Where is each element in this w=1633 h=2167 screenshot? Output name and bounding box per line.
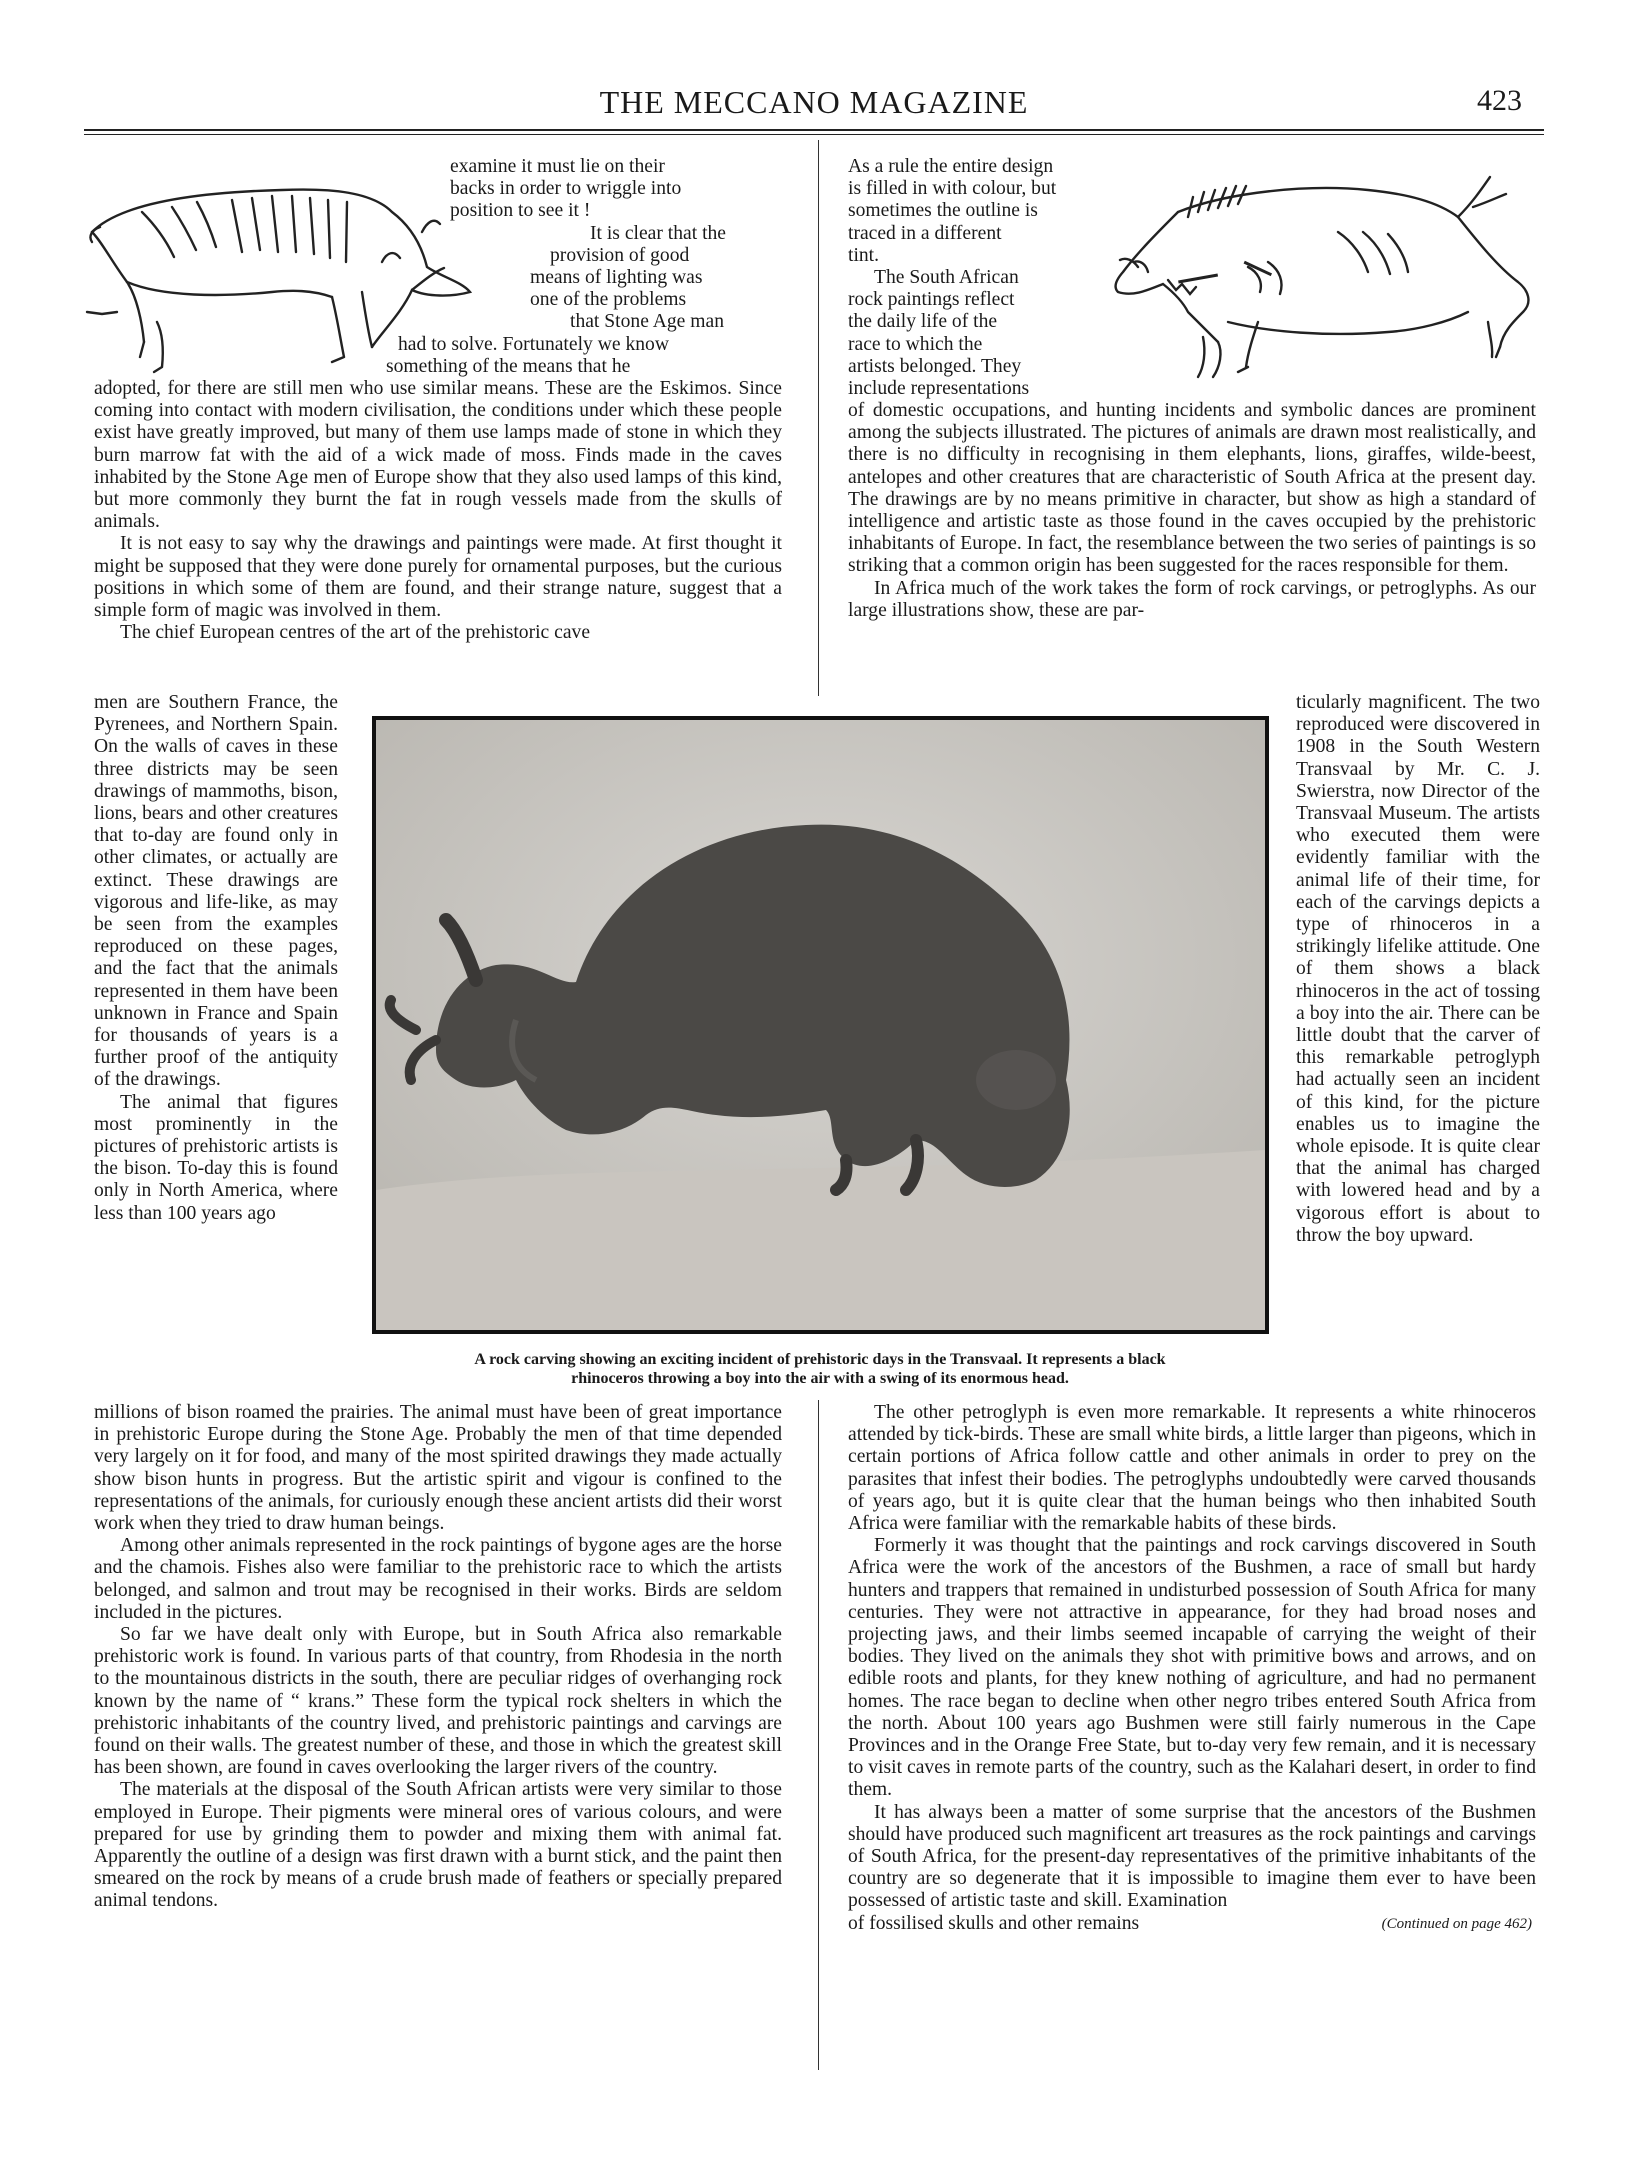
column-divider-top	[818, 140, 819, 696]
paragraph: In Africa much of the work takes the form of rock carvings, or petroglyphs. As our large illustrations show, these are par-	[848, 577, 1536, 621]
paragraph: The materials at the disposal of the South African artists were very similar to those employed in Europe. Their pigments were mineral ores of various colours, and were prepared for use by grinding them to powder and mixing them with animal fat. Apparently the outline of a design was first drawn with a burnt stick, and the paint then smeared on the rock by means of a crude brush made of feathers or specially prepared animal tendons.	[94, 1779, 782, 1912]
right-narrow-column	[1296, 692, 1540, 1247]
text-line: is filled in with colour, but	[848, 178, 1057, 200]
left-column-upper	[94, 378, 782, 644]
paragraph: So far we have dealt only with Europe, but in South Africa also remarkable prehistoric work is found. In various parts of that country, from Rhodesia in the north to the mountainous districts in the south, there are peculiar ridges of overhanging rock known by the name of “ krans.” These form the typical rock shelters in which the prehistoric inhabitants of the country lived, and prehistoric paintings and carvings are found on their walls. The greatest number of these, and those in which the greatest skill has been shown, are found in caves overlooking the larger rivers of the country.	[94, 1624, 782, 1779]
text-line: means of lighting was	[530, 267, 703, 289]
paragraph: adopted, for there are still men who use similar means. These are the Eskimos. Since coming into contact with modern civilisation, the conditions under which these people exist have greatly improved, but many of them use lamps made of stone in which they burn marrow fat with the aid of a wick made of moss. Finds made in the caves inhabited by the Stone Age men of Europe show that they also used lamps of this kind, but more commonly they burnt the fat in rough vessels made from the skulls of animals.	[94, 378, 782, 533]
text-line: backs in order to wriggle into	[450, 178, 682, 200]
paragraph: The chief European centres of the art of the prehistoric cave	[120, 622, 591, 644]
paragraph: Among other animals represented in the rock paintings of bygone ages are the horse and the chamois. Fishes also were familiar to the prehistoric race to which the artists belonged, and salmon and trout may be recognised in their works. Birds are seldom included in the pictures.	[94, 1535, 782, 1623]
left-wrap-line	[398, 334, 780, 356]
right-column-lower	[848, 1402, 1536, 1935]
text-line: had to solve. Fortunately we know	[398, 334, 670, 355]
text-line: race to which the	[848, 333, 983, 355]
photo-caption	[366, 1350, 1274, 1388]
paragraph: ticularly magnificent. The two reproduced were discovered in 1908 in the South Western Transvaal by Mr. C. J. Swierstra, now Director of the Transvaal Museum. The artists who executed them were evidently familiar with the animal life of their time, for each of the carvings depicts a type of rhinoceros in a strikingly lifelike attitude. One of them shows a black rhinoceros in the act of tossing a boy into the air. There can be little doubt that the carver of this remarkable petroglyph had actually seen an incident of this kind, for the picture enables us to imagine the whole episode. It is quite clear that the animal has charged with lowered head and by a vigorous effort is about to throw the boy upward.	[1296, 692, 1540, 1246]
text-line: rock paintings reflect	[848, 289, 1015, 311]
text-line: include representations	[848, 378, 1030, 400]
left-wrap-line	[386, 356, 780, 378]
right-column-upper	[848, 400, 1536, 622]
rock-carving-image	[376, 720, 1265, 1330]
paragraph: Formerly it was thought that the paintings and rock carvings discovered in South Africa were the work of the ancestors of the Bushmen, a race of small but hardy hunters and trappers that remained in undisturbed possession of South Africa for many centuries. They were not attractive in appearance, for they had broad noses and projecting jaws, and their limbs seemed incapable of carrying the weight of their bodies. They lived on the animals they shot with primitive bows and arrows, and on edible roots and plants, for they knew nothing of agriculture, and had no permanent homes. The race began to decline when other negro tribes entered South Africa from the north. About 100 years ago Bushmen were still fairly numerous in the Cape Provinces and in the Orange Free State, but to-day very few remain, and it is necessary to visit caves in remote parts of the country, such as the Kalahari desert, in order to find them.	[848, 1535, 1536, 1801]
page-number: 423	[1477, 84, 1522, 117]
paragraph: millions of bison roamed the prairies. The animal must have been of great importance in prehistoric Europe during the Stone Age. Probably the men of that time depended very largely on it for food, and many of the most spirited drawings they made actually show bison hunts in progress. But the artistic spirit and vigour is confined to the representations of the animals, for curiously enough these ancient artists did their worst work when they tried to draw human beings.	[94, 1402, 782, 1535]
text-line: As a rule the entire design	[848, 156, 1054, 177]
left-top-wrap	[450, 156, 780, 334]
paragraph: It has always been a matter of some surprise that the ancestors of the Bushmen should have produced such magnificent art treasures as the rock paintings and carvings of South Africa, for the present-day representatives of the primitive inhabitants of the country are so degenerate that it is impossible to imagine them ever to have been possessed of artistic taste and skill. Examination	[848, 1801, 1536, 1912]
text-line: provision of good	[550, 244, 690, 266]
paragraph: The animal that figures most prominently in the pictures of prehistoric artists is the bison. To-day this is found only in North America, where less than 100 years ago	[94, 1091, 338, 1224]
text-line: It is clear that the	[590, 222, 727, 244]
left-column-lower	[94, 1402, 782, 1913]
text-line: tint.	[848, 244, 880, 266]
caption-line: A rock carving showing an exciting incident of prehistoric days in the Transvaal. It represents a black	[474, 1351, 1166, 1368]
paragraph: men are Southern France, the Pyrenees, and Northern Spain. On the walls of caves in these three districts may be seen drawings of mammoths, bison, lions, bears and other creatures that to-day are found only in other climates, or actually are extinct. These drawings are vigorous and life-like, as may be seen from the examples reproduced on these pages, and the fact that the animals represented in them have been unknown in France and Spain for thousands of years is a further proof of the antiquity of the drawings.	[94, 692, 338, 1091]
text-line: of fossilised skulls and other remains	[848, 1912, 1140, 1934]
left-narrow-column	[94, 692, 338, 1225]
text-line: the daily life of the	[848, 311, 998, 333]
text-line: something of the means that he	[386, 356, 631, 377]
paragraph: of domestic occupations, and hunting incidents and symbolic dances are prominent among the subjects illustrated. The pictures of animals are drawn most realistically, and there is no difficulty in recognising in them elephants, lions, giraffes, wilde-beest, antelopes and other creatures that are characteristic of South Africa at the present day. The drawings are by no means primitive in character, but show as high a standard of intelligence and artistic taste as those found in the caves occupied by the prehistoric inhabitants of Europe. In fact, the resemblance between the two series of paintings is so striking that a common origin has been suggested for the races responsible for them.	[848, 400, 1536, 577]
right-top-wrap	[848, 156, 1148, 400]
paragraph: It is not easy to say why the drawings and paintings were made. At first thought it might be supposed that they were done purely for ornamental purposes, but the curious positions in which some of them are found, and their strange nature, suggest that a simple form of magic was involved in them.	[94, 533, 782, 622]
continued-note: (Continued on page 462)	[1381, 1915, 1532, 1932]
text-line: position to see it !	[450, 200, 591, 222]
page-header	[84, 84, 1544, 130]
animal-sketch	[1108, 172, 1538, 392]
last-line-row	[848, 1913, 1536, 1935]
text-line: one of the problems	[530, 289, 687, 311]
header-rule	[84, 129, 1544, 131]
magazine-title: THE MECCANO MAGAZINE	[599, 84, 1029, 120]
text-line: examine it must lie on their	[450, 156, 665, 177]
paragraph: The other petroglyph is even more remarkable. It represents a white rhinoceros attended by tick-birds. These are small white birds, a little larger than pigeons, which in certain portions of Africa follow cattle and other animals in order to prey on the parasites that infest their bodies. The petroglyphs undoubtedly were carved thousands of years ago, but it is quite clear that the human beings who then inhabited South Africa were familiar with the remarkable habits of these birds.	[848, 1402, 1536, 1535]
text-line: The South African	[874, 267, 1019, 289]
text-line: sometimes the outline is	[848, 200, 1038, 222]
column-divider-bottom	[818, 1400, 819, 2070]
text-line: that Stone Age man	[570, 311, 725, 333]
text-line: artists belonged. They	[848, 355, 1022, 377]
caption-line: rhinoceros throwing a boy into the air with a swing of its enormous head.	[571, 1370, 1069, 1387]
text-line: traced in a different	[848, 222, 1002, 244]
header-rule-thin	[84, 134, 1544, 135]
rock-carving-photo	[372, 716, 1269, 1334]
